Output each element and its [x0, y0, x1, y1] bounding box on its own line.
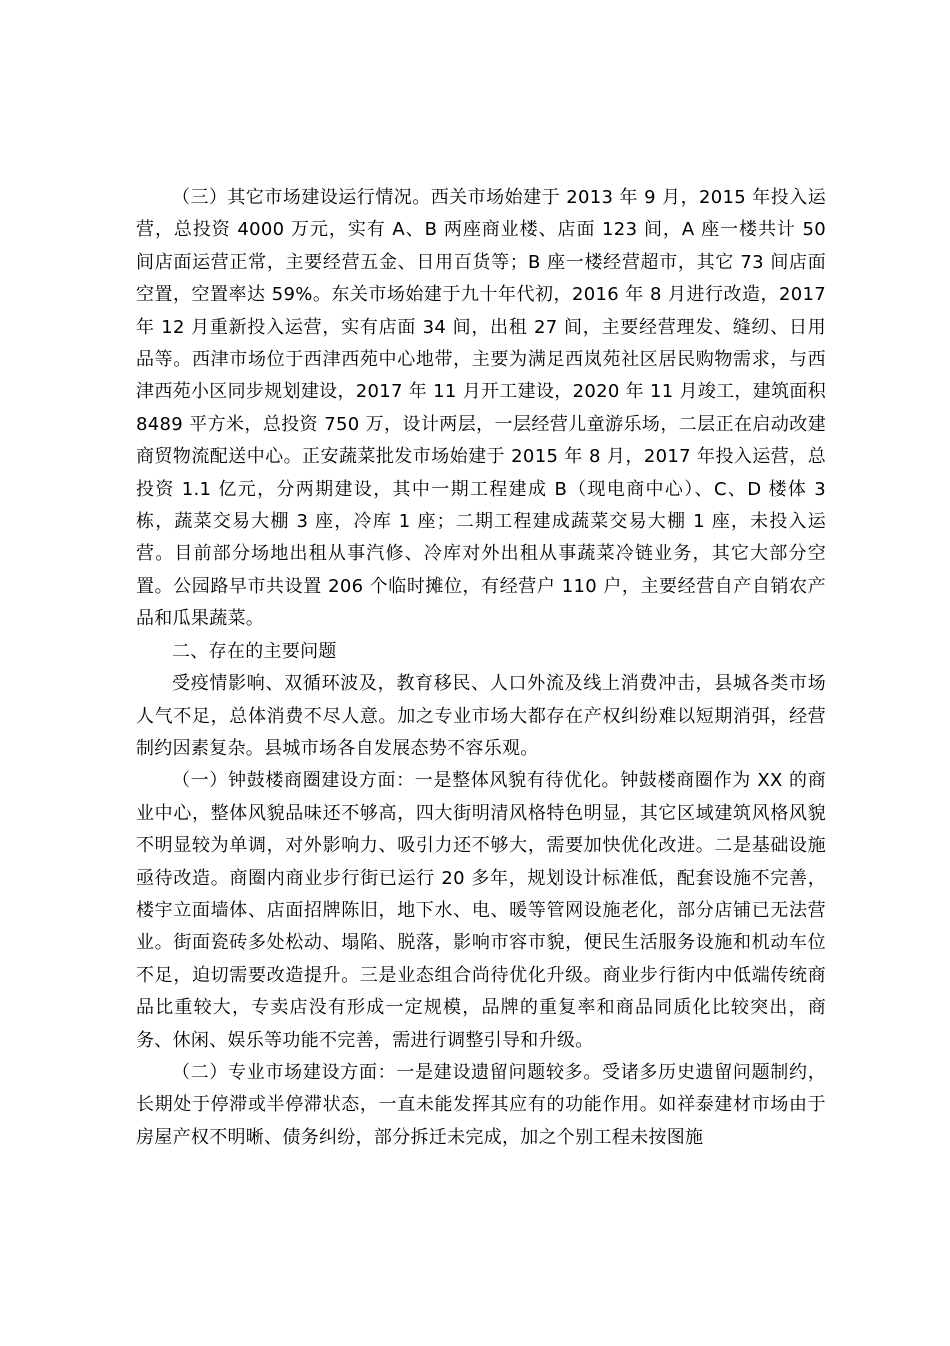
paragraph-bell-drum-tower-district: （一）钟鼓楼商圈建设方面：一是整体风貌有待优化。钟鼓楼商圈作为 XX 的商业中心，整体风貌品味还不够高，四大街明清风格特色明显，其它区域建筑风格风貌不明显较为单调，对外影响力、吸引力还不够大，需要加快优化改进。二是基础设施亟待改造。商圈内商业步行街已运行 20 多年，规划设计标准低，配套设施不完善，楼宇立面墙体、店面招牌陈旧，地下水、电、暖等管网设施老化，部分店铺已无法营业。街面瓷砖多处松动、塌陷、脱落，影响市容市貌，便民生活服务设施和机动车位不足，迫切需要改造提升。三是业态组合尚待优化升级。商业步行街内中低端传统商品比重较大，专卖店没有形成一定规模，品牌的重复率和商品同质化比较突出，商务、休闲、娱乐等功能不完善，需进行调整引导和升级。: [136, 770, 826, 1051]
paragraph-problems-overview: 受疫情影响、双循环波及，教育移民、人口外流及线上消费冲击，县城各类市场人气不足，总体消费不尽人意。加之专业市场大都存在产权纠纷难以短期消弭，经营制约因素复杂。县城市场各自发展态势不容乐观。: [136, 673, 826, 759]
paragraph-other-markets: （三）其它市场建设运行情况。西关市场始建于 2013 年 9 月，2015 年投入运营，总投资 4000 万元，实有 A、B 两座商业楼、店面 123 间，A 座一楼共计 50 间店面运营正常，主要经营五金、日用百货等；B 座一楼经营超市，其它 73 间店面空置，空置率达 59%。东关市场始建于九十年代初，2016 年 8 月进行改造，2017 年 12 月重新投入运营，实有店面 34 间，出租 27 间，主要经营理发、缝纫、日用品等。西津市场位于西津西苑中心地带，主要为满足西岚苑社区居民购物需求，与西津西苑小区同步规划建设，2017 年 11 月开工建设，2020 年 11 月竣工，建筑面积 8489 平方米，总投资 750 万，设计两层，一层经营儿童游乐场，二层正在启动改建商贸物流配送中心。正安蔬菜批发市场始建于 2015 年 8 月，2017 年投入运营，总投资 1.1 亿元，分两期建设，其中一期工程建成 B（现电商中心）、C、D 楼体 3 栋，蔬菜交易大棚 3 座，冷库 1 座；二期工程建成蔬菜交易大棚 1 座，未投入运营。目前部分场地出租从事汽修、冷库对外出租从事蔬菜冷链业务，其它大部分空置。公园路早市共设置 206 个临时摊位，有经营户 110 户，主要经营自产自销农产品和瓜果蔬菜。: [136, 187, 826, 630]
paragraph-specialized-markets: （二）专业市场建设方面：一是建设遗留问题较多。受诸多历史遗留问题制约，长期处于停滞或半停滞状态，一直未能发挥其应有的功能作用。如祥泰建材市场由于房屋产权不明晰、债务纠纷，部分拆迁未完成，加之个别工程未按图施: [136, 1061, 826, 1148]
document-page: [136, 182, 826, 1154]
section-heading-main-problems: 二、存在的主要问题: [172, 640, 337, 662]
